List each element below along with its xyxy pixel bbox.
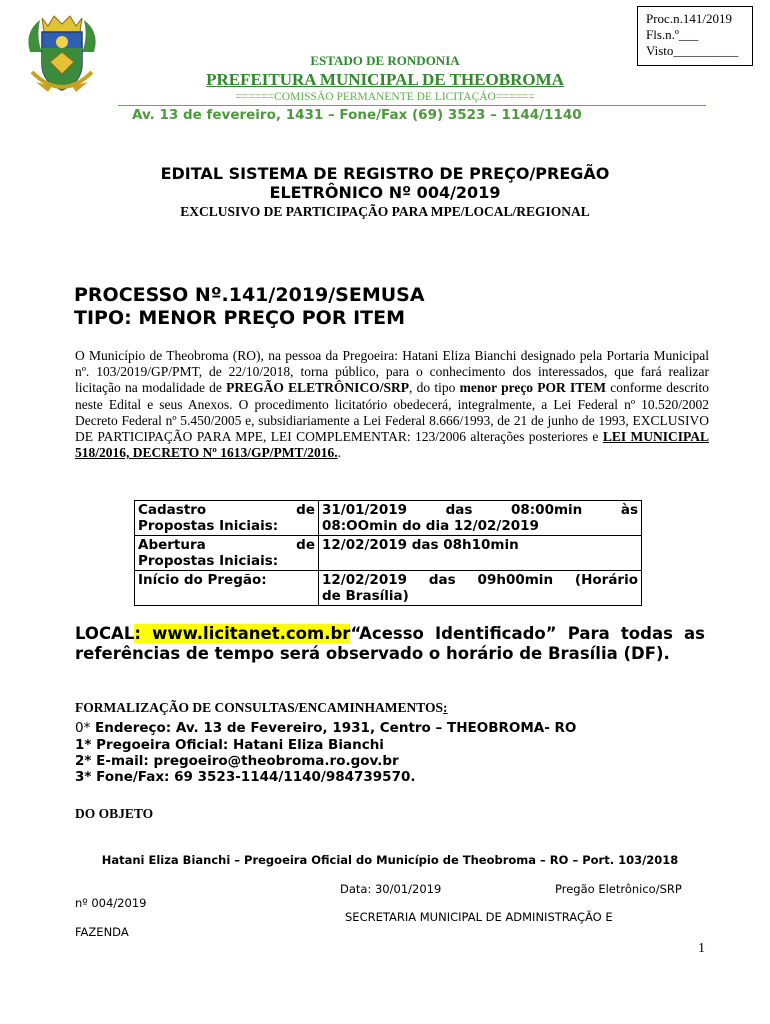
- intro-text-3: conforme descrito neste Edital e seus Anexos. O procedimento licitatório obedecerá, integralmente, a Lei Federal nº 10.520/2002 Decreto Federal nº 5.450/2005 e, subsidiariamente a Lei Federal 8.666/1993, de 21 de junho de 1993, EXCLUSIVO DE PARTICIPAÇÃO PARA MPE, LEI COMPLEMENTAR: 123/2006 alterações posteriores e: [75, 380, 710, 445]
- schedule-label-cell: [135, 571, 319, 606]
- edital-title-line2: ELETRÔNICO Nº 004/2019: [269, 183, 501, 202]
- consultas-heading-colon: :: [443, 700, 448, 715]
- intro-bold-modalidade: PREGÃO ELETRÔNICO/SRP: [226, 380, 409, 396]
- schedule-label: Cadastro de: [138, 502, 315, 518]
- footer-number: nº 004/2019: [75, 896, 147, 910]
- schedule-table: [134, 500, 642, 606]
- intro-text-2: , do tipo: [408, 380, 460, 396]
- intro-bold-tipo: menor preço POR ITEM: [459, 380, 607, 396]
- page-number: 1: [698, 941, 705, 956]
- consulta-item-text: Endereço: Av. 13 de Fevereiro, 1931, Centro – THEOBROMA- RO: [90, 720, 577, 736]
- schedule-label: Abertura de: [138, 537, 315, 553]
- header-divider: [118, 105, 706, 106]
- consulta-item-phone: 3* Fone/Fax: 69 3523-1144/1140/984739570.: [75, 769, 416, 785]
- consulta-item-pregoeira: 1* Pregoeira Oficial: Hatani Eliza Bianchi: [75, 737, 384, 753]
- footer-date: Data: 30/01/2019: [340, 882, 442, 896]
- consultas-heading: [75, 700, 448, 716]
- intro-bold-lei-municipal: LEI MUNICIPAL 518/2016, DECRETO Nº 1613/GP/PMT/2016.: [75, 429, 709, 461]
- header-address: Av. 13 de fevereiro, 1431 – Fone/Fax (69) 3523 – 1144/1140: [132, 107, 582, 123]
- section-do-objeto: DO OBJETO: [75, 806, 154, 821]
- consulta-item-email[interactable]: 2* E-mail: pregoeiro@theobroma.ro.gov.br: [75, 753, 399, 769]
- process-type: TIPO: MENOR PREÇO POR ITEM: [74, 307, 405, 329]
- schedule-value-cell: [319, 571, 642, 606]
- process-heading: [74, 284, 425, 330]
- schedule-label-cell: [135, 501, 319, 536]
- schedule-label: Propostas Iniciais:: [138, 553, 279, 569]
- schedule-value-cell: [319, 501, 642, 536]
- schedule-value: 12/02/2019 das 08h10min: [322, 537, 519, 553]
- edital-subtitle: EXCLUSIVO DE PARTICIPAÇÃO PARA MPE/LOCAL/REGIONAL: [180, 204, 590, 219]
- intro-text-1: O Município de Theobroma (RO), na pessoa da Pregoeira: Hatani Eliza Bianchi designado pela Portaria Municipal nº. 103/2019/GP/PMT, de 22/10/2018, torna público, para o conhecimento dos interessados, que fará realizar licitação na modalidade de: [75, 348, 709, 396]
- schedule-value: de Brasília): [322, 588, 409, 604]
- footer-fazenda: FAZENDA: [75, 925, 129, 939]
- process-number: PROCESSO Nº.141/2019/SEMUSA: [74, 284, 425, 306]
- intro-paragraph: [75, 348, 709, 461]
- visto-field: Visto__________: [646, 43, 739, 58]
- commission-name: ======COMISSÃO PERMANENTE DE LICITAÇÃO======: [235, 91, 535, 103]
- table-row: [135, 571, 642, 606]
- schedule-label: Início do Pregão:: [138, 572, 267, 588]
- schedule-label: Propostas Iniciais:: [138, 518, 279, 534]
- schedule-value: 12/02/2019 das 09h00min (Horário: [322, 572, 638, 588]
- folio-number: Fls.n.º___: [646, 27, 699, 42]
- schedule-value: 08:OOmin do dia 12/02/2019: [322, 518, 539, 534]
- prefeitura-name: PREFEITURA MUNICIPAL DE THEOBROMA: [206, 70, 564, 89]
- table-row: [135, 536, 642, 571]
- state-name: ESTADO DE RONDONIA: [310, 53, 460, 68]
- footer-signature: Hatani Eliza Bianchi – Pregoeira Oficial do Município de Theobroma – RO – Port. 103/2018: [101, 853, 679, 867]
- footer-secretaria: SECRETARIA MUNICIPAL DE ADMINISTRAÇÃO E: [345, 910, 613, 924]
- intro-text-4: .: [337, 445, 341, 461]
- local-rest: “Acesso Identificado” Para todas as referências de tempo será observado o horário de Brasília (DF).: [75, 624, 705, 663]
- schedule-value: 31/01/2019 das 08:00min às: [322, 502, 638, 518]
- edital-title-line1: EDITAL SISTEMA DE REGISTRO DE PREÇO/PREGÃO: [160, 164, 610, 183]
- consulta-item-number: 0*: [75, 720, 91, 736]
- schedule-value-cell: [319, 536, 642, 571]
- table-row: [135, 501, 642, 536]
- schedule-label-cell: [135, 536, 319, 571]
- footer-pregao: Pregão Eletrônico/SRP: [555, 882, 682, 896]
- local-paragraph: [75, 624, 705, 664]
- consultas-heading-text: FORMALIZAÇÃO DE CONSULTAS/ENCAMINHAMENTOS: [75, 700, 444, 715]
- consulta-item-address: [75, 720, 576, 736]
- licitanet-link[interactable]: : www.licitanet.com.br: [134, 624, 351, 643]
- proc-number: Proc.n.141/2019: [646, 11, 732, 26]
- local-prefix: LOCAL: [75, 624, 135, 643]
